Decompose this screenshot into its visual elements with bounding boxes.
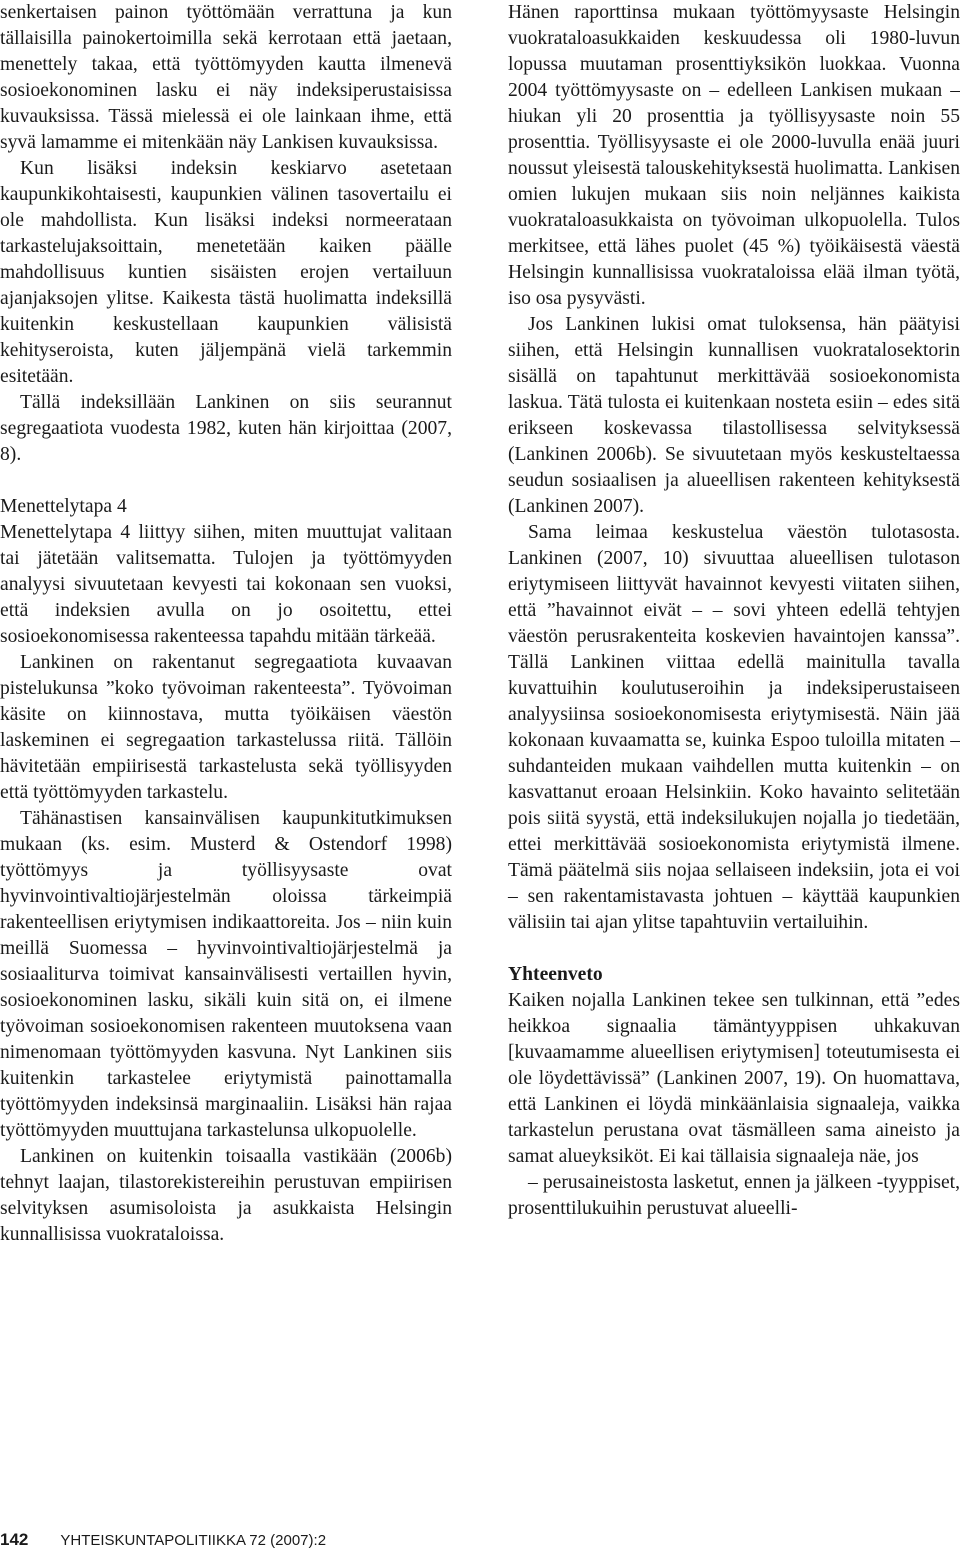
journal-title: YHTEISKUNTAPOLITIIKKA 72 (2007):2 [60, 1532, 327, 1549]
paragraph: Jos Lankinen lukisi omat tuloksensa, hän päätyisi siihen, että Helsingin kunnallisen vuokratalosektorin sisällä on tapahtunut merkittävää sosioekonomista laskua. Tätä tulosta ei kuitenkaan nosteta esiin – edes sitä erikseen koskevassa tilastollisessa selvityksessä (Lankinen 2006b). Se sivuutetaan myös keskusteltaessa seudun sosiaalisen ja alueellisen rakenteen kehityksestä (Lankinen 2007). [508, 314, 960, 517]
paragraph: senkertaisen painon työttömään verrattuna ja kun tällaisilla painokertoimilla sekä kerrotaan että jaetaan, menettely takaa, että työttömyyden kautta ilmenevä sosioekonominen lasku ei näy indeksiperustaisissa kuvauksissa. Tässä mielessä ei ole lainkaan ihme, että syvä lamamme ei mitenkään näy Lankisen kuvauksissa. [0, 2, 452, 153]
paragraph: Kaiken nojalla Lankinen tekee sen tulkinnan, että ”edes heikkoa signaalia tämäntyyppisen uhkakuvan [kuvaamamme alueellisen eriytymisen] toteutumisesta ei ole löydettävissä” (Lankinen 2007, 19). On huomattava, että Lankinen ei löydä minkäänlaisia signaaleja, vaikka tarkastelun perustana ovat täsmälleen sama aineisto ja samat alueyksiköt. Ei kai tällaisia signaaleja näe, jos [508, 990, 960, 1167]
right-column [508, 0, 960, 1222]
page-number: 142 [0, 1530, 29, 1549]
paragraph: Tähänastisen kansainvälisen kaupunkitutkimuksen mukaan (ks. esim. Musterd & Ostendorf 1998) työttömyys ja työllisyysaste ovat hyvinvointivaltiojärjestelmän oloissa tärkeimpiä rakenteellisen eriytymisen indikaattoreita. Jos – niin kuin meillä Suomessa – hyvinvointivaltiojärjestelmä ja sosiaaliturva toimivat kansainvälisesti vertaillen hyvin, sosioekonominen lasku, sikäli kuin sitä on, ei ilmene työvoiman sosioekonomisen rakenteen muutoksena vaan nimenomaan työttömyyden kasvuna. Nyt Lankinen siis kuitenkin tarkastelee eriytymistä painottamalla työttömyyden indeksinsä marginaaliin. Lisäksi hän rajaa työttömyyden muuttujana tarkastelunsa ulkopuolelle. [0, 808, 452, 1141]
section-heading: Menettelytapa 4 [0, 496, 127, 517]
paragraph: Sama leimaa keskustelua väestön tulotasosta. Lankinen (2007, 10) sivuuttaa alueellisen tulotason eriytymiseen liittyvät havainnot kevyesti viitaten siihen, että ”havainnot eivät – – sovi yhteen edellä tehtyjen väestön perusrakenteita koskevien havaintojen kanssa”. Tällä Lankinen viittaa edellä mainitulla tavalla kuvattuihin koulutuseroihin ja indeksiperustaiseen analyysiinsa sosioekonomisesta eriytymisestä. Näin jää kokonaan kuvaamatta se, kuinka Espoo tuloilla mitaten – suhdanteiden mukaan vaihdellen mutta kuitenkin – on kasvattanut eroaan Helsinkiin. Koko havainto selitetään pois siitä syystä, että indeksilukujen nojalla jo tiedetään, ettei merkittävää sosioekonomista eriytymistä ilmene. Tämä päätelmä siis nojaa sellaiseen indeksiin, jota ei voi – sen rakentamistavasta johtuen – käyttää kaupunkien välisiin tai ajan ylitse tapahtuviin vertailuihin. [508, 522, 960, 933]
paragraph: Hänen raporttinsa mukaan työttömyysaste Helsingin vuokrataloasukkaiden keskuudessa oli 1980-luvun lopussa muutaman prosenttiyksikön luokkaa. Vuonna 2004 työttömyysaste on – edelleen Lankisen mukaan – hiukan yli 20 prosenttia ja työllisyysaste noin 55 prosenttia. Työllisyysaste ei ole 2000-luvulla enää juuri noussut yleisestä talouskehityksestä huolimatta. Lankisen omien lukujen mukaan siis noin neljännes kaikista vuokrataloasukkaista on työvoiman ulkopuolella. Tulos merkitsee, että lähes puolet (45 %) työikäisestä väestä Helsingin kunnallisissa vuokrataloissa elää ilman työtä, iso osa pysyvästi. [508, 2, 960, 309]
page-footer [0, 1530, 326, 1550]
paragraph: Lankinen on kuitenkin toisaalla vastikään (2006b) tehnyt laajan, tilastorekistereihin perustuvan empiirisen selvityksen asumisoloista ja asukkaista Helsingin kunnallisissa vuokrataloissa. [0, 1146, 452, 1245]
paragraph: Kun lisäksi indeksin keskiarvo asetetaan kaupunkikohtaisesti, kaupunkien välinen tasovertailu ei ole mahdollista. Kun lisäksi indeksi normeerataan tarkastelujaksoittain, menetetään kaiken päälle mahdollisuus kuntien sisäisten erojen vertailuun ajanjaksojen ylitse. Kaikesta tästä huolimatta indeksillä kuitenkin keskustellaan kaupunkien välisistä kehityseroista, kuten jäljempänä vielä tarkemmin esitetään. [0, 158, 452, 387]
paragraph: – perusaineistosta lasketut, ennen ja jälkeen -tyyppiset, prosenttilukuihin perustuvat alueelli- [508, 1172, 960, 1219]
paragraph: Lankinen on rakentanut segregaatiota kuvaavan pistelukunsa ”koko työvoiman rakenteesta”. Työvoiman käsite on kiinnostava, mutta työikäisen väestön laskeminen ei segregaation tarkastelussa riitä. Tällöin hävitetään empiirisestä tarkastelusta sekä työllisyyden että työttömyyden tarkastelu. [0, 652, 452, 803]
left-column [0, 0, 452, 1248]
paragraph: Menettelytapa 4 liittyy siihen, miten muuttujat valitaan tai jätetään valitsematta. Tulojen ja työttömyyden analyysi sivuutetaan kevyesti tai kokonaan sen vuoksi, että indeksien avulla on jo osoitettu, ettei sosioekonomisessa rakenteessa tapahdu mitään tärkeää. [0, 522, 452, 647]
paragraph: Tällä indeksillään Lankinen on siis seurannut segregaatiota vuodesta 1982, kuten hän kirjoittaa (2007, 8). [0, 392, 452, 465]
section-heading: Yhteenveto [508, 964, 603, 985]
